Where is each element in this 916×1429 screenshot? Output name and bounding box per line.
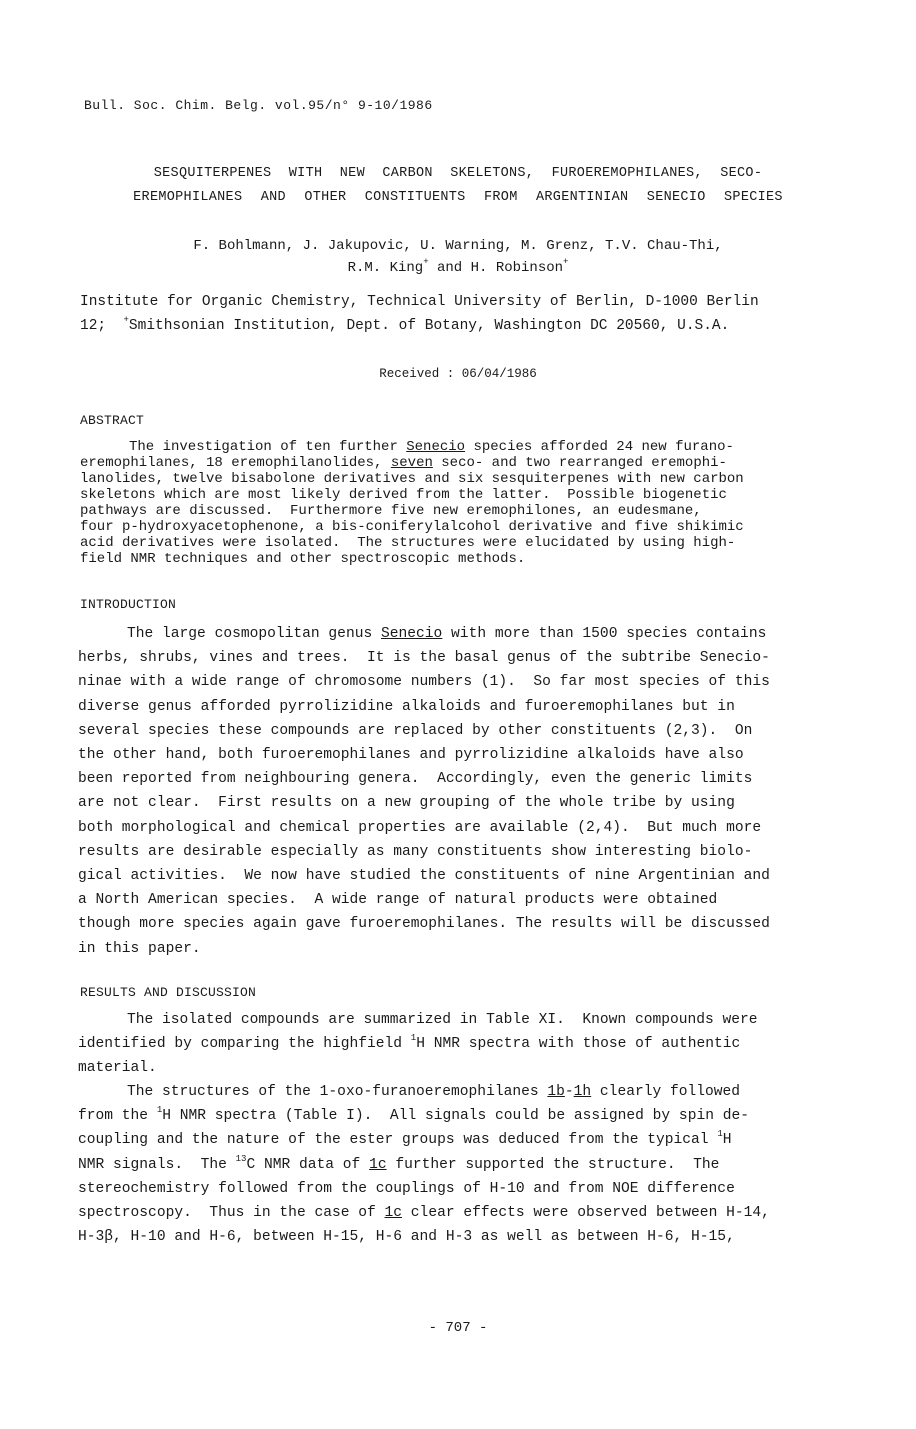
institution-smithsonian: Smithsonian Institution, Dept. of Botany, Washington DC 20560, U.S.A.: [128, 318, 730, 334]
paper-title-line-1: SESQUITERPENES WITH NEW CARBON SKELETONS, FUROEREMOPHILANES, SECO-: [153, 166, 763, 181]
abstract-line: four p-hydroxyacetophenone, a bis-coniferylalcohol derivative and five shikimic: [80, 519, 744, 535]
text-line: several species these compounds are replaced by other constituents (2,3). On: [78, 722, 753, 739]
text-line: ninae with a wide range of chromosome numbers (1). So far most species of this: [78, 674, 770, 691]
text-line: the other hand, both furoeremophilanes and pyrrolizidine alkaloids have also: [78, 747, 744, 764]
introduction-heading: INTRODUCTION: [80, 597, 177, 612]
affiliation-mark: +: [423, 257, 429, 267]
authors-and: and: [428, 260, 471, 276]
abstract-line: field NMR techniques and other spectroscopic methods.: [80, 551, 526, 567]
text-line: results are desirable especially as many constituents show interesting biolo-: [78, 843, 753, 860]
authors-line-1: F. Bohlmann, J. Jakupovic, U. Warning, M. Grenz, T.V. Chau-Thi,: [193, 238, 723, 254]
abstract-line: acid derivatives were isolated. The structures were elucidated by using high-: [80, 535, 736, 551]
text-line: been reported from neighbouring genera. Accordingly, even the generic limits: [78, 771, 753, 788]
text-line: from the $^1$H NMR spectra (Table I). All signals could be assigned by spin de-: [78, 1105, 749, 1125]
text-line: The structures of the 1-oxo-furanoeremophilanes 1b-1h clearly followed: [127, 1084, 741, 1100]
institution-prefix: 12;: [80, 318, 124, 334]
paper-title-line-2: EREMOPHILANES AND OTHER CONSTITUENTS FROM ARGENTINIAN SENECIO SPECIES: [133, 190, 783, 205]
text-line: spectroscopy. Thus in the case of 1c clear effects were observed between H-14,: [78, 1205, 770, 1222]
text-line: are not clear. First results on a new grouping of the whole tribe by using: [78, 795, 735, 812]
author-robinson: H. Robinson: [470, 260, 564, 276]
abstract-heading: ABSTRACT: [80, 413, 145, 428]
text-line: The large cosmopolitan genus Senecio with more than 1500 species contains: [127, 626, 767, 642]
abstract-line: eremophilanes, 18 eremophilanolides, seven seco- and two rearranged eremophi-: [80, 455, 727, 471]
text-line: stereochemistry followed from the couplings of H-10 and from NOE difference: [78, 1180, 735, 1197]
institution-line-2: [80, 315, 730, 334]
abstract-text: [80, 439, 744, 567]
text-line: both morphological and chemical properties are available (2,4). But much more: [78, 819, 762, 836]
genus-name: Senecio: [406, 439, 466, 455]
text-line: diverse genus afforded pyrrolizidine alkaloids and furoeremophilanes but in: [78, 698, 735, 715]
journal-citation: Bull. Soc. Chim. Belg. vol.95/n° 9-10/1986: [84, 98, 433, 113]
compound-ref: 1c: [369, 1156, 387, 1173]
institution-line-1: Institute for Organic Chemistry, Technical University of Berlin, D-1000 Berlin: [80, 294, 759, 310]
text-line: material.: [78, 1060, 157, 1077]
compound-ref: 1b: [547, 1084, 565, 1100]
text-line: though more species again gave furoeremophilanes. The results will be discussed: [78, 916, 770, 933]
abstract-line: pathways are discussed. Furthermore five new eremophilones, an eudesmane,: [80, 503, 702, 519]
results-heading: RESULTS AND DISCUSSION: [80, 985, 257, 1000]
results-paragraph-2: [78, 1080, 770, 1249]
introduction-paragraph: [78, 622, 770, 961]
abstract-line: skeletons which are most likely derived from the latter. Possible biogenetic: [80, 487, 727, 503]
text-line: identified by comparing the highfield $^1$H NMR spectra with those of authentic: [78, 1033, 741, 1053]
author-king: R.M. King: [347, 260, 424, 276]
received-date: Received : 06/04/1986: [379, 367, 537, 381]
text-line: coupling and the nature of the ester groups was deduced from the typical $^1$H: [78, 1129, 732, 1149]
authors-line-2: [0, 257, 916, 276]
abstract-line: lanolides, twelve bisabolone derivatives and six sesquiterpenes with new carbon: [80, 471, 744, 487]
text-line: The isolated compounds are summarized in Table XI. Known compounds were: [127, 1012, 758, 1028]
compound-ref: 1c: [384, 1205, 403, 1222]
page-number: - 707 -: [428, 1320, 488, 1336]
text-line: a North American species. A wide range of natural products were obtained: [78, 892, 718, 909]
text-line: NMR signals. The $^{13}$C NMR data of 1c further supported the structure. The: [78, 1153, 720, 1173]
affiliation-mark: +: [123, 315, 129, 325]
results-paragraph-1: [78, 1008, 758, 1081]
text-line: H-3β, H-10 and H-6, between H-15, H-6 and H-3 as well as between H-6, H-15,: [78, 1229, 735, 1246]
genus-name: Senecio: [380, 626, 443, 642]
compound-ref: 1h: [573, 1084, 592, 1100]
text-line: herbs, shrubs, vines and trees. It is the basal genus of the subtribe Senecio-: [78, 650, 770, 667]
text-line: gical activities. We now have studied the constituents of nine Argentinian and: [78, 868, 770, 885]
affiliation-mark: +: [563, 257, 569, 267]
abstract-line: The investigation of ten further Senecio species afforded 24 new furano-: [129, 439, 734, 455]
text-line: in this paper.: [78, 940, 201, 957]
